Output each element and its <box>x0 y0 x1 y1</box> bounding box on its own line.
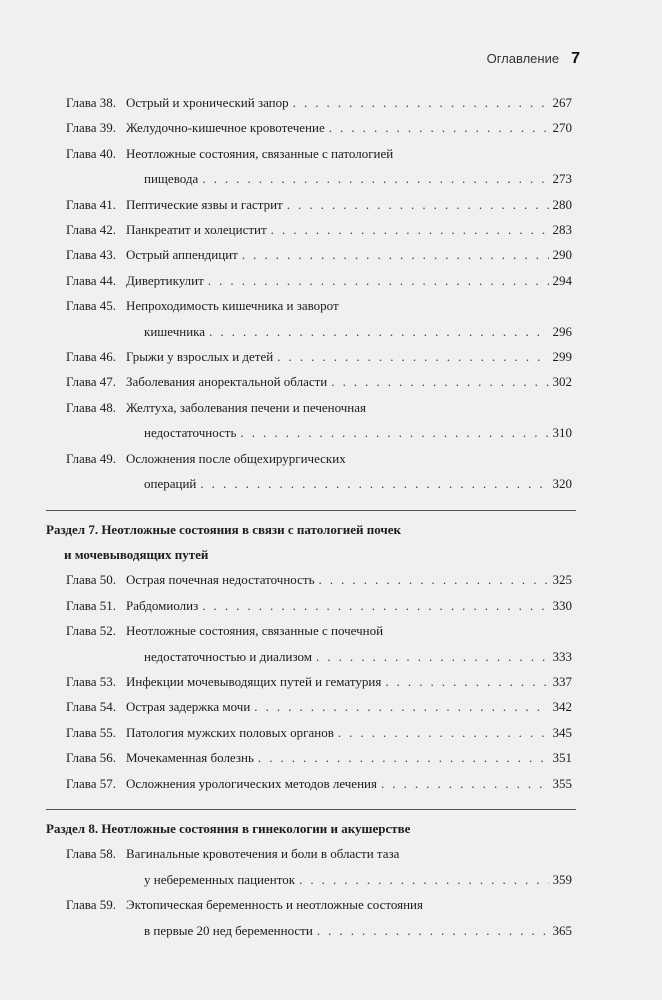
chapter-title-line <box>126 618 572 643</box>
chapter-title-line <box>126 293 572 318</box>
toc-entry[interactable] <box>66 268 572 293</box>
page-ref: 351 <box>552 750 572 766</box>
chapter-label: Глава 59. <box>66 897 117 913</box>
chapter-label: Глава 51. <box>66 597 117 613</box>
chapter-label: Глава 54. <box>66 699 117 715</box>
page-ref: 280 <box>552 196 572 212</box>
chapter-label: Глава 40. <box>66 145 117 161</box>
page-ref: 302 <box>552 374 572 390</box>
toc-entry[interactable] <box>66 720 572 745</box>
dot-leader <box>338 720 549 745</box>
toc-entry[interactable] <box>66 192 572 217</box>
chapter-title-line <box>126 694 572 719</box>
dot-leader <box>319 567 549 592</box>
chapter-title <box>126 268 572 293</box>
chapter-title-text: у небеременных пациенток <box>144 871 296 887</box>
toc-entry[interactable] <box>66 841 572 892</box>
toc-entry[interactable] <box>66 771 572 796</box>
chapter-title-text: Инфекции мочевыводящих путей и гематурия <box>126 673 382 689</box>
chapter-title-text: Осложнения урологических методов лечения <box>126 775 377 791</box>
toc-group-section8 <box>0 841 662 943</box>
section-divider <box>46 510 576 511</box>
chapter-title-text: Рабдомиолиз <box>126 597 199 613</box>
chapter-title-text: Вагинальные кровотечения и боли в области таза <box>126 846 400 862</box>
chapter-title-text: Желудочно-кишечное кровотечение <box>126 120 325 136</box>
chapter-title-text: Желтуха, заболевания печени и печеночная <box>126 399 366 415</box>
chapter-label: Глава 38. <box>66 95 117 110</box>
chapter-title-text: Острый и хронический запор <box>126 95 289 110</box>
chapter-title <box>126 293 572 344</box>
chapter-title-text: Острая почечная недостаточность <box>126 572 315 588</box>
chapter-title-text: Непроходимость кишечника и заворот <box>126 298 339 314</box>
chapter-label: Глава 52. <box>66 623 117 639</box>
dot-leader <box>200 471 548 496</box>
chapter-title <box>126 669 572 694</box>
page-ref: 333 <box>552 648 572 664</box>
chapter-title-text: в первые 20 нед беременности <box>144 922 313 938</box>
page-ref: 296 <box>552 323 572 339</box>
chapter-title-text: Патология мужских половых органов <box>126 724 334 740</box>
chapter-title-text: Заболевания аноректальной области <box>126 374 328 390</box>
chapter-title <box>126 841 572 892</box>
chapter-title-text: пищевода <box>144 171 199 187</box>
table-of-contents <box>0 90 662 943</box>
section-8-heading[interactable] <box>46 816 576 841</box>
toc-entry[interactable] <box>66 293 572 344</box>
chapter-title-line <box>126 771 572 796</box>
toc-entry[interactable] <box>66 669 572 694</box>
page-ref: 294 <box>552 272 572 288</box>
chapter-title-line <box>126 90 572 115</box>
section-7-heading[interactable] <box>46 517 576 568</box>
chapter-label: Глава 47. <box>66 374 117 390</box>
chapter-title-text: Неотложные состояния, связанные с патологией <box>126 145 394 161</box>
dot-leader <box>317 918 549 943</box>
chapter-title <box>126 694 572 719</box>
page-ref: 355 <box>552 775 572 791</box>
toc-entry[interactable] <box>66 115 572 140</box>
chapter-title-line <box>126 471 572 496</box>
toc-entry[interactable] <box>66 395 572 446</box>
toc-entry[interactable] <box>66 446 572 497</box>
chapter-title-line <box>126 720 572 745</box>
chapter-label: Глава 46. <box>66 349 117 365</box>
chapter-title <box>126 369 572 394</box>
dot-leader <box>381 771 549 796</box>
chapter-label: Глава 49. <box>66 450 117 466</box>
dot-leader <box>240 420 548 445</box>
page-ref: 359 <box>552 871 572 887</box>
chapter-title-line <box>126 567 572 592</box>
chapter-title-text: Неотложные состояния, связанные с почечной <box>126 623 384 639</box>
page-ref: 365 <box>552 922 572 938</box>
toc-group-section6 <box>0 90 662 497</box>
dot-leader <box>208 268 549 293</box>
dot-leader <box>293 90 549 115</box>
toc-entry[interactable] <box>66 90 572 115</box>
page-ref: 273 <box>552 171 572 187</box>
chapter-title-text: Панкреатит и холецистит <box>126 222 267 238</box>
chapter-label: Глава 41. <box>66 196 117 212</box>
chapter-title <box>126 771 572 796</box>
chapter-title <box>126 720 572 745</box>
toc-entry[interactable] <box>66 618 572 669</box>
chapter-title-text: операций <box>144 476 197 492</box>
chapter-title-text: Острый аппендицит <box>126 247 238 263</box>
toc-group-section7 <box>0 567 662 796</box>
chapter-title-text: недостаточностью и диализом <box>144 648 313 664</box>
chapter-title-line <box>126 644 572 669</box>
running-head-title: Оглавление <box>486 51 560 66</box>
chapter-title <box>126 593 572 618</box>
chapter-title-line <box>126 918 572 943</box>
dot-leader <box>329 115 549 140</box>
chapter-title-line <box>126 892 572 917</box>
page-ref: 310 <box>552 425 572 441</box>
chapter-title <box>126 192 572 217</box>
chapter-title-text: Осложнения после общехирургических <box>126 450 346 466</box>
section-divider <box>46 809 576 810</box>
chapter-title <box>126 141 572 192</box>
page-ref: 290 <box>552 247 572 263</box>
chapter-title-text: Острая задержка мочи <box>126 699 251 715</box>
chapter-title-line <box>126 344 572 369</box>
chapter-title-line <box>126 268 572 293</box>
chapter-label: Глава 53. <box>66 673 117 689</box>
chapter-label: Глава 45. <box>66 298 117 314</box>
chapter-title-line <box>126 217 572 242</box>
dot-leader <box>209 319 548 344</box>
page-ref: 345 <box>552 724 572 740</box>
toc-entry[interactable] <box>66 892 572 943</box>
page-ref: 342 <box>552 699 572 715</box>
chapter-title <box>126 892 572 943</box>
chapter-title <box>126 567 572 592</box>
toc-entry[interactable] <box>66 369 572 394</box>
chapter-title-line <box>126 192 572 217</box>
dot-leader <box>331 369 548 394</box>
chapter-label: Глава 55. <box>66 724 117 740</box>
chapter-title-line <box>126 395 572 420</box>
chapter-label: Глава 42. <box>66 222 117 238</box>
chapter-title <box>126 242 572 267</box>
toc-entry[interactable] <box>66 694 572 719</box>
toc-entry[interactable] <box>66 344 572 369</box>
chapter-title-line <box>126 319 572 344</box>
chapter-title-line <box>126 115 572 140</box>
chapter-title <box>126 344 572 369</box>
chapter-title-text: Мочекаменная болезнь <box>126 750 254 766</box>
dot-leader <box>287 192 549 217</box>
page-ref: 330 <box>552 597 572 613</box>
chapter-label: Глава 56. <box>66 750 117 766</box>
dot-leader <box>299 867 548 892</box>
toc-entry[interactable] <box>66 593 572 618</box>
toc-entry[interactable] <box>66 141 572 192</box>
chapter-title-text: кишечника <box>144 323 206 339</box>
page-ref: 267 <box>552 95 572 110</box>
dot-leader <box>271 217 549 242</box>
chapter-title-line <box>126 446 572 471</box>
chapter-title <box>126 395 572 446</box>
chapter-title-line <box>126 369 572 394</box>
running-head <box>487 50 580 68</box>
dot-leader <box>316 644 548 669</box>
chapter-title-line <box>126 745 572 770</box>
page-ref: 320 <box>552 476 572 492</box>
chapter-title-line <box>126 669 572 694</box>
section-heading-line: Раздел 7. Неотложные состояния в связи с патологией почек <box>46 521 401 537</box>
dot-leader <box>254 694 548 719</box>
chapter-title-text: Эктопическая беременность и неотложные состояния <box>126 897 423 913</box>
chapter-label: Глава 57. <box>66 775 117 791</box>
toc-entry[interactable] <box>66 567 572 592</box>
chapter-title-line <box>126 593 572 618</box>
chapter-title-text: Дивертикулит <box>126 272 204 288</box>
chapter-title-line <box>126 242 572 267</box>
page-ref: 283 <box>552 222 572 238</box>
chapter-label: Глава 43. <box>66 247 117 263</box>
chapter-title-line <box>126 420 572 445</box>
chapter-label: Глава 39. <box>66 120 117 136</box>
page-ref: 325 <box>552 572 572 588</box>
section-heading-line: Раздел 8. Неотложные состояния в гинекологии и акушерстве <box>46 820 411 836</box>
page-ref: 299 <box>552 349 572 365</box>
chapter-title-text: Пептические язвы и гастрит <box>126 196 283 212</box>
dot-leader <box>385 669 548 694</box>
toc-entry[interactable] <box>66 745 572 770</box>
chapter-title <box>126 90 572 115</box>
dot-leader <box>242 242 549 267</box>
chapter-title <box>126 115 572 140</box>
chapter-label: Глава 48. <box>66 399 117 415</box>
dot-leader <box>258 745 549 770</box>
toc-entry[interactable] <box>66 217 572 242</box>
chapter-title-text: недостаточность <box>144 425 237 441</box>
page-ref: 337 <box>552 673 572 689</box>
chapter-title <box>126 745 572 770</box>
chapter-title-line <box>126 867 572 892</box>
dot-leader <box>277 344 548 369</box>
chapter-title-line <box>126 841 572 866</box>
page-number: 7 <box>571 50 580 67</box>
page-ref: 270 <box>552 120 572 136</box>
chapter-title <box>126 618 572 669</box>
chapter-label: Глава 50. <box>66 572 117 588</box>
dot-leader <box>202 593 548 618</box>
section-heading-line: и мочевыводящих путей <box>64 546 209 562</box>
chapter-title <box>126 446 572 497</box>
chapter-title-line <box>126 141 572 166</box>
chapter-title-line <box>126 166 572 191</box>
dot-leader <box>202 166 548 191</box>
chapter-label: Глава 58. <box>66 846 117 862</box>
toc-entry[interactable] <box>66 242 572 267</box>
chapter-label: Глава 44. <box>66 272 117 288</box>
chapter-title-text: Грыжи у взрослых и детей <box>126 349 274 365</box>
chapter-title <box>126 217 572 242</box>
